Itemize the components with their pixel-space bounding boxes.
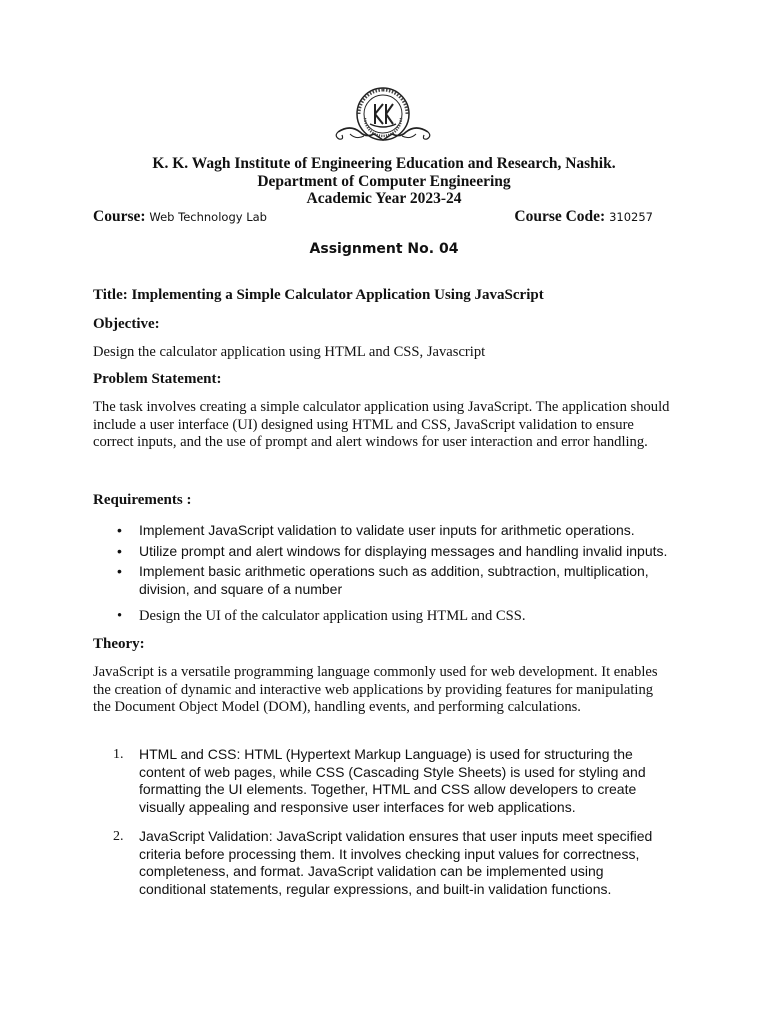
institute-emblem-icon <box>330 84 436 150</box>
department-name: Department of Computer Engineering <box>257 173 511 190</box>
requirement-text: Implement JavaScript validation to validate user inputs for arithmetic operations. <box>139 522 635 538</box>
academic-year: Academic Year 2023-24 <box>306 190 462 207</box>
requirement-text: Implement basic arithmetic operations such as addition, subtraction, multiplication, division, and square of a number <box>139 563 649 597</box>
list-number: 2. <box>113 829 124 844</box>
list-item <box>93 746 673 816</box>
list-item <box>93 522 683 540</box>
theory-item-text: JavaScript Validation: JavaScript validation ensures that user inputs meet specified criteria before processing them. It involves checking input values for correctness, completeness, and format. JavaScript validation can be implemented using conditional statements, regular expressions, and built-in validation functions. <box>139 828 653 897</box>
bullet-icon: • <box>117 608 123 624</box>
assignment-number: Assignment No. 04 <box>309 241 459 257</box>
assignment-title: Title: Implementing a Simple Calculator Application Using JavaScript <box>93 287 544 303</box>
list-item <box>93 608 683 626</box>
problem-heading: Problem Statement: <box>93 371 222 387</box>
course-code-label: Course Code: <box>514 208 606 225</box>
course-code: 310257 <box>609 210 653 224</box>
requirement-text: Design the UI of the calculator application using HTML and CSS. <box>139 608 526 624</box>
objective-text: Design the calculator application using HTML and CSS, Javascript <box>93 344 486 360</box>
theory-list <box>93 746 673 910</box>
bullet-icon: • <box>117 542 122 559</box>
theory-heading: Theory: <box>93 636 145 652</box>
course-info <box>93 208 267 226</box>
theory-text: JavaScript is a versatile programming language commonly used for web development. It enables the creation of dynamic and interactive web applications by providing features for manipulating the Document Object Model (DOM), handling events, and performing calculations. <box>93 664 658 715</box>
course-name: Web Technology Lab <box>149 210 267 224</box>
requirements-list <box>93 522 683 629</box>
list-item <box>93 543 683 561</box>
institute-name: K. K. Wagh Institute of Engineering Education and Research, Nashik. <box>152 155 616 172</box>
list-number: 1. <box>113 747 124 762</box>
list-item <box>93 828 673 898</box>
course-label: Course: <box>93 208 146 225</box>
problem-text: The task involves creating a simple calculator application using JavaScript. The application should include a user interface (UI) designed using HTML and CSS, JavaScript validation to ensure correct inputs, and the use of prompt and alert windows for user interaction and error handling. <box>93 399 670 450</box>
list-item <box>93 563 683 598</box>
objective-heading: Objective: <box>93 316 160 332</box>
theory-item-text: HTML and CSS: HTML (Hypertext Markup Language) is used for structuring the content of web pages, while CSS (Cascading Style Sheets) is used for styling and formatting the UI elements. Together, HTML and CSS allow developers to create visually appealing and responsive user interfaces for web applications. <box>139 746 646 815</box>
requirements-heading: Requirements : <box>93 492 192 508</box>
course-row <box>93 208 653 228</box>
course-code-info <box>514 208 653 226</box>
requirement-text: Utilize prompt and alert windows for displaying messages and handling invalid inputs. <box>139 542 668 559</box>
bullet-icon: • <box>117 522 122 538</box>
bullet-icon: • <box>117 563 122 579</box>
